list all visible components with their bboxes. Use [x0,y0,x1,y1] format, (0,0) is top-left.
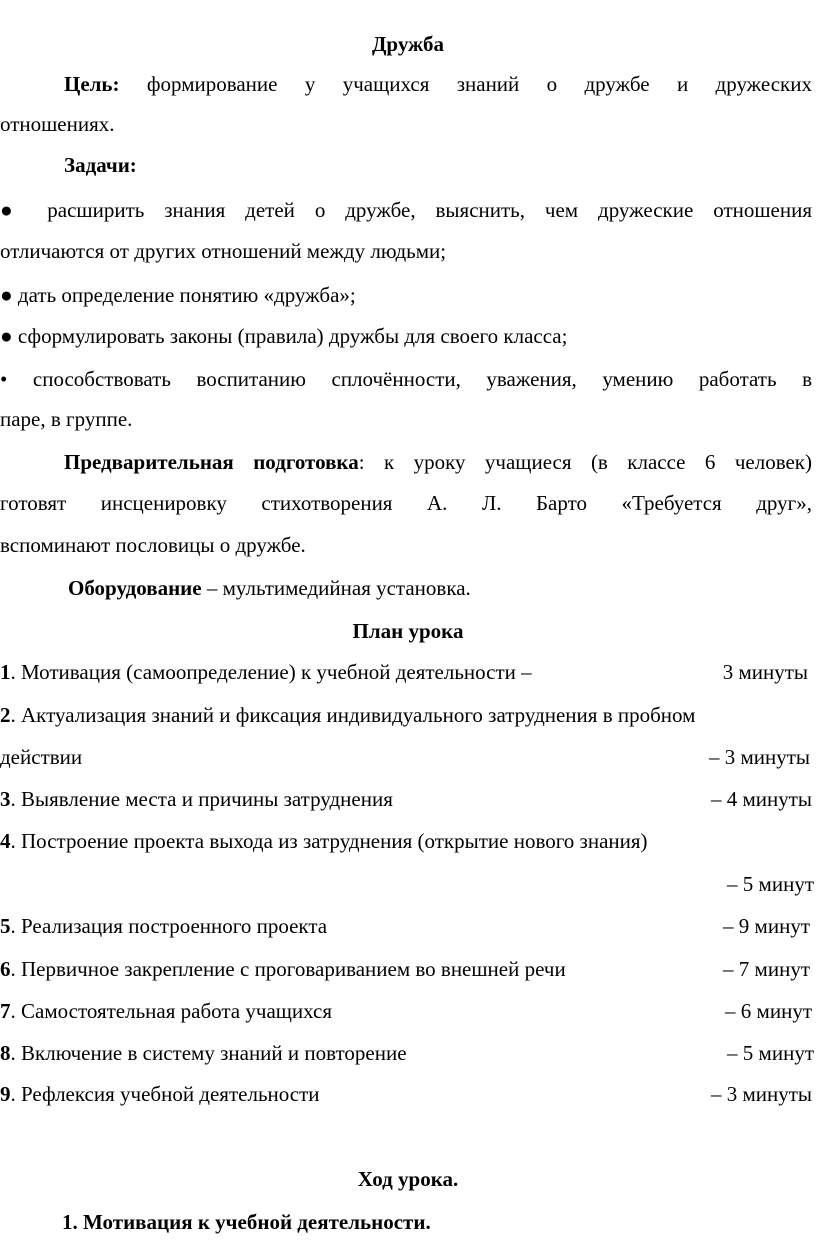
preparation-text-cont: готовят инсценировку стихотворения А. Л. Барто «Требуется друг», [0,491,812,515]
plan-item-2 [0,702,816,728]
task-item-1-text-cont: отличаются от других отношений между людьми; [0,239,447,263]
goal-label: Цель: [64,72,120,96]
equipment-line [68,575,816,601]
plan-item-number: 3 [0,787,11,811]
plan-item-text: . Выявление места и причины затруднения [10,787,393,811]
task-item-4-cont [0,406,816,432]
preparation-line-3 [0,532,816,558]
plan-item-time: – 3 минуты [710,1082,812,1106]
lesson-heading [0,1166,816,1192]
plan-item-number: 9 [0,1082,11,1106]
plan-item-time: – 7 минут [723,957,810,981]
task-item-2 [0,282,816,308]
plan-item-time: – 4 минуты [710,787,812,811]
task-item-4-text: • способствовать воспитанию сплочённости, уважения, умению работать в [0,367,812,391]
plan-item-text: . Реализация построенного проекта [10,914,328,938]
task-item-1-text: ● расширить знания детей о дружбе, выяснить, чем дружеские отношения [0,198,812,222]
task-item-4 [0,366,812,392]
plan-item-number: 8 [0,1041,11,1065]
preparation-text-end: вспоминают пословицы о дружбе. [0,533,306,557]
document-title [0,31,816,57]
goal-line-2 [0,111,816,137]
plan-item-8 [0,1040,816,1066]
plan-item-text: . Рефлексия учебной деятельности [10,1082,320,1106]
equipment-label: Оборудование [68,576,202,600]
tasks-heading [64,152,816,178]
plan-item-text: . Самостоятельная работа учащихся [10,999,333,1023]
plan-item-time: – 5 минут [727,1041,814,1065]
plan-item-number: 2 [0,703,11,727]
plan-item-text: . Включение в систему знаний и повторение [10,1041,407,1065]
lesson-section-1 [62,1209,816,1235]
plan-item-text: . Актуализация знаний и фиксация индивидуального затруднения в пробном [10,703,696,727]
preparation-line-2 [0,490,812,516]
plan-item-number: 7 [0,999,11,1023]
goal-text-cont: отношениях. [0,112,115,136]
task-item-3 [0,323,816,349]
goal-text: формирование у учащихся знаний о дружбе и дружеских [146,72,813,96]
plan-item-time: – 6 минут [725,999,812,1023]
preparation-label: Предварительная подготовка [64,450,359,474]
task-item-4-text-cont: паре, в группе. [0,407,133,431]
plan-item-number: 1 [0,660,11,684]
tasks-heading-text: Задачи: [64,153,137,177]
task-item-2-text: ● дать определение понятию «дружба»; [0,283,356,307]
plan-item-time: – 9 минут [723,914,810,938]
plan-item-4 [0,828,816,854]
lesson-section-1-text: 1. Мотивация к учебной деятельности. [62,1210,431,1234]
plan-item-time: – 5 минут [727,872,814,896]
goal-line-1 [64,71,812,97]
plan-item-text-cont: действии [0,745,83,769]
plan-item-9 [0,1081,816,1107]
plan-item-time: 3 минуты [722,660,808,684]
preparation-line-1 [64,449,812,475]
plan-item-time: – 3 минуты [708,745,810,769]
plan-item-number: 6 [0,957,11,981]
plan-heading [0,618,816,644]
lesson-heading-text: Ход урока. [357,1167,459,1191]
plan-item-2-cont [0,744,816,770]
plan-item-3 [0,786,816,812]
plan-item-4-cont [0,871,816,897]
task-item-3-text: ● сформулировать законы (правила) дружбы для своего класса; [0,324,568,348]
task-item-1 [0,197,812,223]
plan-item-7 [0,998,816,1024]
equipment-text: – мультимедийная установка. [201,576,471,600]
preparation-text: : к уроку учащиеся (в классе 6 человек) [358,450,813,474]
plan-item-text: . Построение проекта выхода из затруднения (открытие нового знания) [10,829,648,853]
plan-heading-text: План урока [352,619,464,643]
plan-item-6 [0,956,816,982]
plan-item-number: 5 [0,914,11,938]
task-item-1-cont [0,238,816,264]
plan-item-text: . Мотивация (самоопределение) к учебной деятельности – [10,660,532,684]
plan-item-number: 4 [0,829,11,853]
plan-item-1 [0,659,816,685]
plan-item-text: . Первичное закрепление с проговариванием во внешней речи [10,957,566,981]
plan-item-5 [0,913,816,939]
title-text: Дружба [371,32,445,56]
